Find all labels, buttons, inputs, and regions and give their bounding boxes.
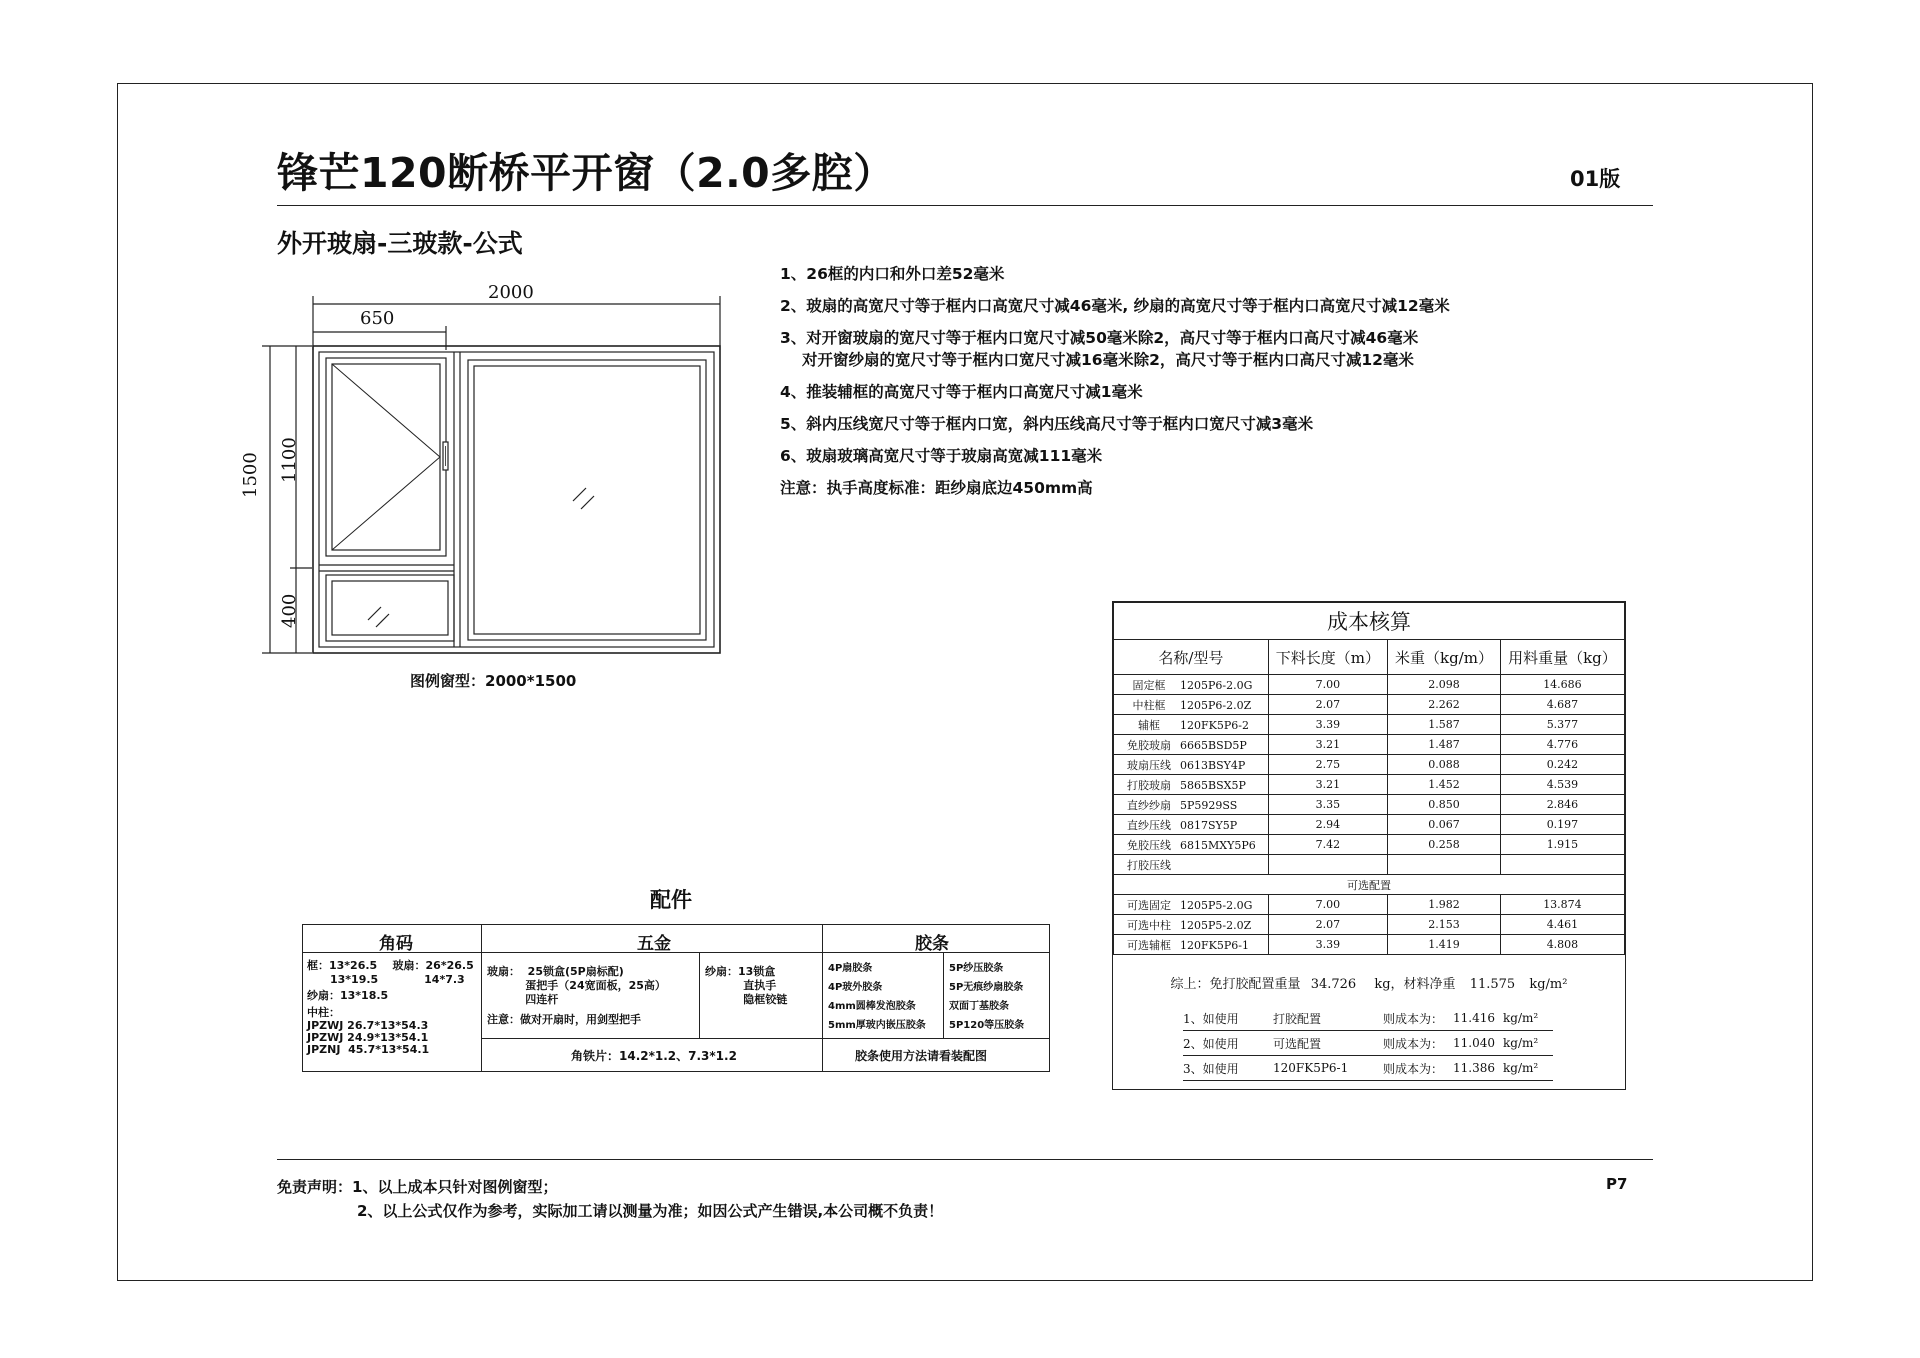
note-item: 2、玻扇的高宽尺寸等于框内口高宽尺寸减46毫米, 纱扇的高宽尺寸等于框内口高宽尺寸减12毫米	[780, 297, 1450, 315]
summary-line	[1113, 973, 1625, 992]
summary-option-cost-label: 则成本为：	[1383, 1011, 1444, 1026]
cost-table-row	[1114, 795, 1625, 815]
page-subtitle: 外开玻扇-三玻款-公式	[277, 229, 523, 258]
cost-row-unit-weight: 2.262	[1388, 695, 1501, 715]
cost-row-name	[1114, 835, 1269, 855]
cost-row-name	[1114, 795, 1269, 815]
hardware-item: 隐框铰链	[705, 993, 788, 1006]
cost-row-part-name: 玻扇压线	[1127, 758, 1171, 772]
cost-row-weight: 0.242	[1500, 755, 1624, 775]
cost-row-weight: 2.846	[1500, 795, 1624, 815]
cost-row-length: 3.21	[1268, 775, 1387, 795]
cost-row-part-name: 固定框	[1132, 678, 1166, 692]
cost-row-length: 3.39	[1268, 935, 1387, 955]
cost-row-part-name: 打胶压线	[1127, 858, 1171, 872]
summary-option-unit: kg/m²	[1503, 1011, 1539, 1025]
cost-summary	[1113, 955, 1625, 1089]
opening-indicator	[332, 364, 440, 550]
summary-option-config: 120FK5P6-1	[1273, 1061, 1349, 1075]
strip-item: 双面丁基胶条	[949, 1001, 1009, 1012]
cost-table-row	[1114, 675, 1625, 695]
accessories-header-strip: 胶条	[915, 934, 949, 954]
summary-unit: kg/m²	[1529, 977, 1568, 992]
cost-row-unit-weight: 2.098	[1388, 675, 1501, 695]
dim-sash-width: 650	[360, 308, 395, 329]
summary-net-weight: 11.575	[1469, 977, 1516, 992]
strip-item: 4P扇胶条	[828, 963, 873, 974]
cost-row-part-name: 中柱框	[1132, 698, 1166, 712]
disclaimer-line: 免责声明：1、以上成本只针对图例窗型；	[277, 1178, 558, 1196]
cost-row-name	[1114, 715, 1269, 735]
disclaimer-line: 2、以上公式仅作为参考，实际加工请以测量为准；如因公式产生错误,本公司概不负责！	[357, 1202, 944, 1220]
summary-option-label: 3、如使用	[1183, 1061, 1239, 1076]
summary-option-unit: kg/m²	[1503, 1036, 1539, 1050]
cost-row-model: 5P5929SS	[1180, 798, 1238, 812]
cost-header-weight: 用料重量（kg）	[1500, 640, 1624, 675]
cost-row-unit-weight: 0.258	[1388, 835, 1501, 855]
cost-row-length: 7.00	[1268, 895, 1387, 915]
strip-item: 4P玻外胶条	[828, 982, 883, 993]
summary-option-label: 2、如使用	[1183, 1036, 1239, 1051]
cost-row-weight: 5.377	[1500, 715, 1624, 735]
cost-row-weight: 4.461	[1500, 915, 1624, 935]
dim-lower-height: 400	[279, 593, 300, 628]
summary-option-config: 打胶配置	[1273, 1011, 1322, 1026]
cost-table-row	[1114, 695, 1625, 715]
cost-row-unit-weight: 0.088	[1388, 755, 1501, 775]
optional-config-label: 可选配置	[1114, 875, 1625, 895]
dim-upper-height: 1100	[279, 437, 300, 483]
cost-row-length: 7.42	[1268, 835, 1387, 855]
hardware-item: 蛋把手（24宽面板，25高）	[487, 979, 666, 992]
cost-row-part-name: 免胶压线	[1127, 838, 1171, 852]
summary-option-cost: 11.416	[1453, 1011, 1495, 1025]
cost-row-part-name: 直纱纱扇	[1127, 798, 1171, 812]
cost-row-part-name: 辅框	[1138, 718, 1160, 732]
summary-option-cost-label: 则成本为：	[1383, 1061, 1444, 1076]
hardware-item: 直执手	[705, 979, 777, 992]
strip-item: 5P纱压胶条	[949, 963, 1004, 974]
cost-table-row	[1114, 735, 1625, 755]
hardware-item: 玻扇： 25锁盒(5P扇标配)	[487, 965, 624, 978]
cost-row-model: 1205P6-2.0G	[1180, 678, 1253, 692]
cost-row-length: 3.35	[1268, 795, 1387, 815]
note-item: 3、对开窗玻扇的宽尺寸等于框内口宽尺寸减50毫米除2，高尺寸等于框内口高尺寸减46毫米	[780, 329, 1419, 347]
note-item: 5、斜内压线宽尺寸等于框内口宽，斜内压线高尺寸等于框内口宽尺寸减3毫米	[780, 415, 1314, 433]
strip-item: 5P120等压胶条	[949, 1020, 1025, 1031]
cost-row-unit-weight: 1.982	[1388, 895, 1501, 915]
cost-row-model: 0613BSY4P	[1180, 758, 1246, 772]
accessories-header-hardware: 五金	[637, 934, 671, 954]
edition-label: 01版	[1570, 167, 1621, 191]
note-item: 对开窗纱扇的宽尺寸等于框内口宽尺寸减16毫米除2，高尺寸等于框内口高尺寸减12毫米	[802, 351, 1414, 369]
cost-row-weight: 1.915	[1500, 835, 1624, 855]
summary-option-row	[1183, 1031, 1553, 1056]
strip-item: 5P无痕纱扇胶条	[949, 982, 1024, 993]
cost-row-weight: 0.197	[1500, 815, 1624, 835]
cost-row-model: 120FK5P6-2	[1180, 718, 1249, 732]
cost-row-part-name: 打胶玻扇	[1127, 778, 1171, 792]
summary-total-weight: 34.726	[1310, 977, 1357, 992]
cost-table-row	[1114, 775, 1625, 795]
cost-table-row	[1114, 855, 1625, 875]
dim-total-height: 1500	[240, 452, 261, 498]
summary-mid: kg，材料净重	[1374, 977, 1456, 992]
disclaimer	[277, 1175, 943, 1223]
cost-table-row	[1114, 815, 1625, 835]
cost-row-name	[1114, 675, 1269, 695]
cost-header-unit: 米重（kg/m）	[1388, 640, 1501, 675]
formula-notes	[780, 258, 1450, 504]
cost-header-name: 名称/型号	[1114, 640, 1269, 675]
cost-row-name	[1114, 935, 1269, 955]
accessories-title: 配件	[650, 888, 692, 912]
cost-row-name	[1114, 915, 1269, 935]
cost-row-weight: 14.686	[1500, 675, 1624, 695]
corner-item: 框：13*26.5 玻扇：26*26.5	[307, 959, 474, 972]
cost-table-row	[1114, 895, 1625, 915]
strip-list-right	[949, 959, 1024, 1035]
cost-row-length: 2.07	[1268, 915, 1387, 935]
cost-header-length: 下料长度（m）	[1268, 640, 1387, 675]
hardware-item: 四连杆	[487, 993, 559, 1006]
footer-rule	[277, 1159, 1653, 1160]
cost-row-length: 3.21	[1268, 735, 1387, 755]
cost-row-model: 1205P6-2.0Z	[1180, 698, 1252, 712]
cost-row-name	[1114, 735, 1269, 755]
cost-row-weight: 4.808	[1500, 935, 1624, 955]
strip-list-left	[828, 959, 926, 1035]
cost-row-name	[1114, 815, 1269, 835]
cost-row-model: 0817SY5P	[1180, 818, 1238, 832]
corner-item: 中柱：	[307, 1006, 340, 1019]
cost-row-unit-weight: 1.452	[1388, 775, 1501, 795]
summary-option-cost: 11.040	[1453, 1036, 1495, 1050]
summary-option-row	[1183, 1056, 1553, 1081]
cost-row-unit-weight	[1388, 855, 1501, 875]
hardware-item: 注意：做对开扇时，用剑型把手	[487, 1013, 641, 1026]
cost-row-unit-weight: 0.067	[1388, 815, 1501, 835]
corner-item: JPZWJ 24.9*13*54.1	[307, 1031, 429, 1044]
cost-row-part-name: 直纱压线	[1127, 818, 1171, 832]
angle-iron-text: 角铁片：14.2*1.2、7.3*1.2	[571, 1049, 737, 1063]
page-number: P7	[1606, 1175, 1628, 1193]
cost-table-row	[1114, 715, 1625, 735]
cost-table-title: 成本核算	[1114, 603, 1625, 640]
cost-row-length	[1268, 855, 1387, 875]
hardware-glass-list	[487, 965, 666, 1027]
summary-option-label: 1、如使用	[1183, 1011, 1239, 1026]
cost-row-weight: 13.874	[1500, 895, 1624, 915]
cost-row-model: 5865BSX5P	[1180, 778, 1246, 792]
cost-row-weight: 4.776	[1500, 735, 1624, 755]
dim-total-width: 2000	[488, 282, 534, 303]
cost-row-unit-weight: 1.487	[1388, 735, 1501, 755]
cost-row-model: 6665BSD5P	[1180, 738, 1247, 752]
hardware-screen-list	[705, 965, 787, 1007]
right-fixed-pane	[468, 360, 706, 640]
cost-table-row	[1114, 915, 1625, 935]
cost-row-name	[1114, 695, 1269, 715]
cost-row-unit-weight: 0.850	[1388, 795, 1501, 815]
cost-row-unit-weight: 1.587	[1388, 715, 1501, 735]
cost-row-length: 2.07	[1268, 695, 1387, 715]
summary-option-config: 可选配置	[1273, 1036, 1322, 1051]
note-item: 4、推装辅框的高宽尺寸等于框内口高宽尺寸减1毫米	[780, 383, 1143, 401]
summary-option-unit: kg/m²	[1503, 1061, 1539, 1075]
cost-row-unit-weight: 1.419	[1388, 935, 1501, 955]
summary-option-cost-label: 则成本为：	[1383, 1036, 1444, 1051]
corner-list	[307, 959, 474, 1056]
casement-sash	[326, 358, 446, 556]
window-drawing	[240, 270, 760, 690]
corner-item: 纱扇：13*18.5	[307, 989, 389, 1002]
cost-row-length: 2.75	[1268, 755, 1387, 775]
note-item: 注意：执手高度标准：距纱扇底边450mm高	[780, 479, 1093, 497]
cost-row-model: 6815MXY5P6	[1180, 838, 1256, 852]
cost-table-row	[1114, 935, 1625, 955]
cost-row-weight	[1500, 855, 1624, 875]
cost-row-name	[1114, 775, 1269, 795]
strip-item: 4mm圆棒发泡胶条	[828, 1001, 916, 1012]
summary-option-row	[1183, 1006, 1553, 1031]
corner-item: JPZWJ 26.7*13*54.3	[307, 1019, 429, 1032]
hardware-item: 纱扇：13锁盒	[705, 965, 776, 978]
corner-item: 13*19.5 14*7.3	[307, 973, 465, 986]
cost-table-row	[1114, 835, 1625, 855]
cost-row-length: 7.00	[1268, 675, 1387, 695]
cost-row-part-name: 可选辅框	[1127, 938, 1171, 952]
note-item: 6、玻扇玻璃高宽尺寸等于玻扇高宽减111毫米	[780, 447, 1103, 465]
summary-option-cost: 11.386	[1453, 1061, 1495, 1075]
cost-row-part-name: 免胶玻扇	[1127, 738, 1171, 752]
cost-table	[1112, 601, 1626, 1090]
drawing-caption: 图例窗型：2000*1500	[410, 672, 577, 690]
cost-row-weight: 4.539	[1500, 775, 1624, 795]
page-title: 锋芒120断桥平开窗（2.0多腔）	[277, 149, 895, 197]
cost-row-length: 2.94	[1268, 815, 1387, 835]
cost-row-model: 1205P5-2.0Z	[1180, 918, 1252, 932]
strip-item: 5mm厚玻内嵌压胶条	[828, 1020, 926, 1031]
cost-row-name	[1114, 855, 1269, 875]
cost-row-unit-weight: 2.153	[1388, 915, 1501, 935]
cost-row-model: 120FK5P6-1	[1180, 938, 1249, 952]
cost-row-weight: 4.687	[1500, 695, 1624, 715]
summary-prefix: 综上：免打胶配置重量	[1170, 977, 1301, 992]
corner-item: JPZNJ 45.7*13*54.1	[307, 1043, 430, 1056]
header-rule	[277, 205, 1653, 206]
accessories-table	[302, 924, 1050, 1072]
cost-row-model: 1205P5-2.0G	[1180, 898, 1253, 912]
cost-row-name	[1114, 755, 1269, 775]
accessories-header-corner: 角码	[379, 934, 413, 954]
window-outer-frame	[313, 346, 720, 653]
lower-fixed-pane	[326, 575, 454, 641]
cost-row-part-name: 可选中柱	[1127, 918, 1171, 932]
cost-table-row	[1114, 755, 1625, 775]
cost-row-part-name: 可选固定	[1127, 898, 1171, 912]
cost-row-length: 3.39	[1268, 715, 1387, 735]
note-item: 1、26框的内口和外口差52毫米	[780, 265, 1005, 283]
strip-note: 胶条使用方法请看装配图	[855, 1049, 988, 1063]
cost-row-name	[1114, 895, 1269, 915]
